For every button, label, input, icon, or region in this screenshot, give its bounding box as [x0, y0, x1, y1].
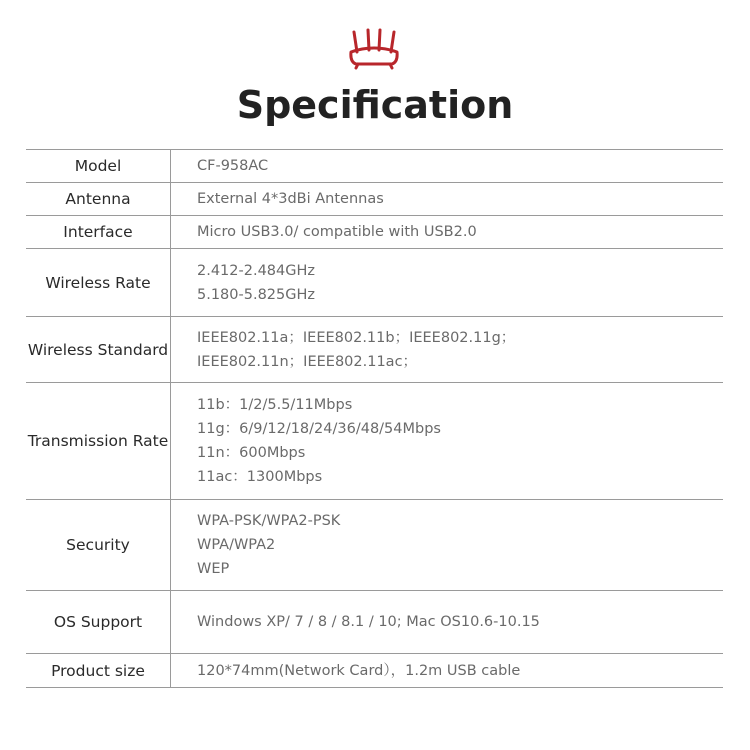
spec-row-wireless-rate: [26, 249, 723, 317]
spec-label: Model: [26, 150, 171, 183]
spec-value: External 4*3dBi Antennas: [171, 183, 724, 216]
spec-row-interface: [26, 216, 723, 249]
spec-label: Security: [26, 500, 171, 591]
spec-value: 2.412-2.484GHz 5.180-5.825GHz: [171, 249, 724, 317]
spec-row-security: [26, 500, 723, 591]
spec-label: Antenna: [26, 183, 171, 216]
spec-row-product-size: [26, 654, 723, 688]
spec-value: 11b：1/2/5.5/11Mbps 11g：6/9/12/18/24/36/48/54Mbps 11n：600Mbps 11ac：1300Mbps: [171, 383, 724, 500]
page-title: Specification: [236, 83, 514, 127]
spec-value: Windows XP/ 7 / 8 / 8.1 / 10; Mac OS10.6-10.15: [171, 591, 724, 654]
spec-row-transmission-rate: [26, 383, 723, 500]
spec-label: OS Support: [26, 591, 171, 654]
spec-row-wireless-standard: [26, 317, 723, 383]
spec-label: Product size: [26, 654, 171, 688]
router-logo-icon: [346, 28, 402, 70]
spec-row-model: [26, 150, 723, 183]
spec-value: Micro USB3.0/ compatible with USB2.0: [171, 216, 724, 249]
spec-row-antenna: [26, 183, 723, 216]
spec-label: Wireless Rate: [26, 249, 171, 317]
spec-value: CF-958AC: [171, 150, 724, 183]
spec-label: Transmission Rate: [26, 383, 171, 500]
spec-label: Interface: [26, 216, 171, 249]
spec-row-os-support: [26, 591, 723, 654]
spec-value: WPA-PSK/WPA2-PSK WPA/WPA2 WEP: [171, 500, 724, 591]
spec-value: 120*74mm(Network Card），1.2m USB cable: [171, 654, 724, 688]
spec-value: IEEE802.11a；IEEE802.11b；IEEE802.11g； IEEE802.11n；IEEE802.11ac；: [171, 317, 724, 383]
spec-table: [26, 149, 723, 688]
spec-label: Wireless Standard: [26, 317, 171, 383]
